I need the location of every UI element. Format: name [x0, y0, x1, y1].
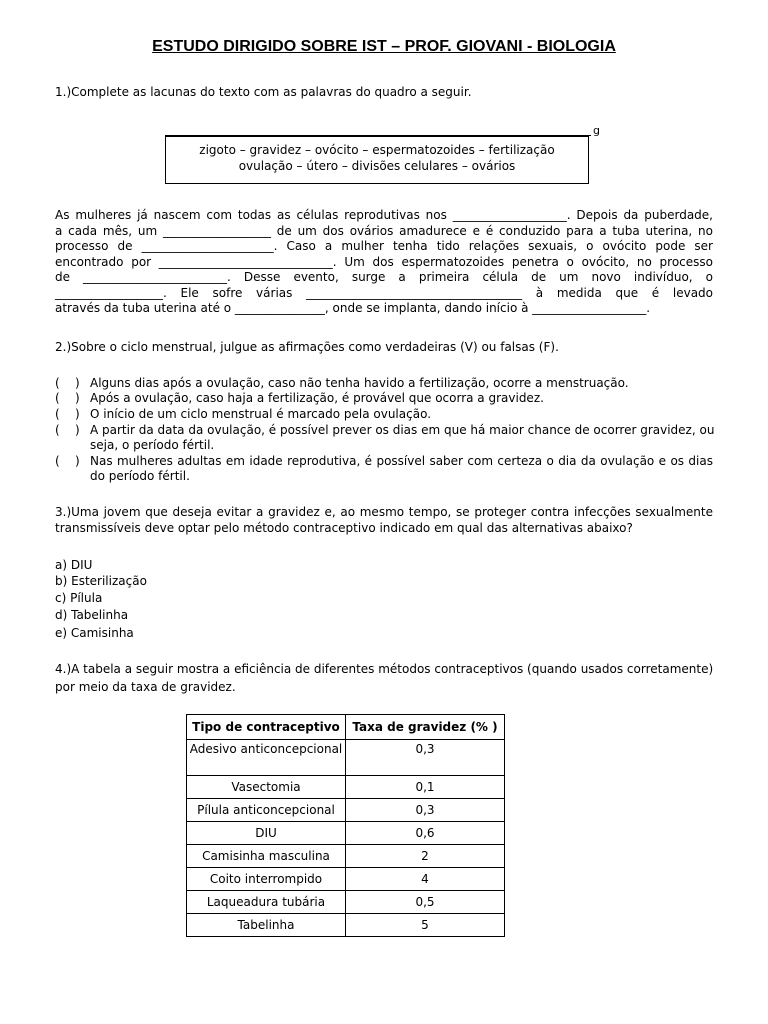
- header-method: Tipo de contraceptivo: [187, 715, 346, 740]
- q3-option-d[interactable]: d) Tabelinha: [55, 608, 129, 622]
- vf-statement: Nas mulheres adultas em idade reprodutiva, é possível saber com certeza o dia da ovulação e os dias: [90, 454, 713, 468]
- table-row: [187, 799, 505, 822]
- cell-method: DIU: [187, 822, 346, 845]
- vf-answer-box[interactable]: ( ): [55, 423, 80, 437]
- vf-statement-cont: do período fértil.: [90, 469, 190, 483]
- table-row: [187, 891, 505, 914]
- cell-method: Pílula anticoncepcional: [187, 799, 346, 822]
- q1-text-line: __________________. Ele sofre várias ____________________________________ à medida que é levado: [55, 286, 713, 300]
- vf-statement: A partir da data da ovulação, é possível prever os dias em que há maior chance de ocorrer gravidez, ou: [90, 423, 715, 437]
- vf-answer-box[interactable]: ( ): [55, 407, 80, 421]
- table-row: [187, 776, 505, 799]
- cell-rate: 0,3: [346, 740, 505, 776]
- cell-rate: 5: [346, 914, 505, 937]
- vf-answer-box[interactable]: ( ): [55, 376, 80, 390]
- word-bank-line-1: zigoto – gravidez – ovócito – espermatozoides – fertilização: [199, 143, 555, 157]
- q1-text-line: de ________________________. Desse evento, surge a primeira célula de um novo indivíduo, o: [55, 270, 713, 284]
- table-row: [187, 845, 505, 868]
- cell-rate: 0,6: [346, 822, 505, 845]
- q1-text-line: através da tuba uterina até o _______________, onde se implanta, dando início à ___________________.: [55, 301, 651, 315]
- header-rate: Taxa de gravidez (% ): [346, 715, 505, 740]
- vf-statement: Alguns dias após a ovulação, caso não tenha havido a fertilização, ocorre a menstruação.: [90, 376, 629, 390]
- q1-text-line: a cada mês, um __________________ de um dos ovários amadurece e é conduzido para a tuba uterina, no: [55, 224, 713, 238]
- page-title: ESTUDO DIRIGIDO SOBRE IST – PROF. GIOVANI - BIOLOGIA: [152, 38, 616, 55]
- cell-rate: 0,1: [346, 776, 505, 799]
- q3-option-a[interactable]: a) DIU: [55, 558, 93, 572]
- table-header-row: [187, 715, 505, 740]
- cell-rate: 2: [346, 845, 505, 868]
- cell-rate: 4: [346, 868, 505, 891]
- box-mark: g: [593, 124, 600, 137]
- word-bank-line-2: ovulação – útero – divisões celulares – ovários: [238, 159, 516, 173]
- vf-statement: O início de um ciclo menstrual é marcado pela ovulação.: [90, 407, 432, 421]
- cell-rate: 0,3: [346, 799, 505, 822]
- table-row: [187, 914, 505, 937]
- cell-method: Vasectomia: [187, 776, 346, 799]
- q4-prompt: 4.)A tabela a seguir mostra a eficiência de diferentes métodos contraceptivos (quando usados corretamente): [55, 662, 714, 676]
- q1-text-line: encontrado por _____________________________. Um dos espermatozoides penetra o ovócito, no processo: [55, 255, 713, 269]
- vf-statement-cont: seja, o período fértil.: [90, 438, 215, 452]
- table-row: [187, 822, 505, 845]
- q4-prompt-cont: por meio da taxa de gravidez.: [55, 680, 236, 694]
- q3-option-c[interactable]: c) Pílula: [55, 591, 103, 605]
- q1-text-line: processo de ______________________. Caso a mulher tenha tido relações sexuais, o ovócito pode ser: [55, 239, 713, 253]
- q3-option-b[interactable]: b) Esterilização: [55, 574, 147, 588]
- word-bank-box: [165, 136, 589, 184]
- cell-method: Coito interrompido: [187, 868, 346, 891]
- cell-rate: 0,5: [346, 891, 505, 914]
- q3-prompt: 3.)Uma jovem que deseja evitar a gravidez e, ao mesmo tempo, se proteger contra infecções sexualmente: [55, 505, 713, 519]
- table-row: [187, 868, 505, 891]
- contraceptive-table: [186, 714, 505, 937]
- vf-statement: Após a ovulação, caso haja a fertilização, é provável que ocorra a gravidez.: [90, 391, 544, 405]
- q1-prompt: 1.)Complete as lacunas do texto com as palavras do quadro a seguir.: [55, 85, 472, 99]
- cell-method: Camisinha masculina: [187, 845, 346, 868]
- cell-method: Laqueadura tubária: [187, 891, 346, 914]
- cell-method: Tabelinha: [187, 914, 346, 937]
- cell-method: Adesivo anticoncepcional: [187, 740, 346, 776]
- q1-text-line: As mulheres já nascem com todas as células reprodutivas nos ___________________. Depois da puberdade,: [55, 208, 713, 222]
- vf-answer-box[interactable]: ( ): [55, 454, 80, 468]
- table-row: [187, 740, 505, 776]
- q2-prompt: 2.)Sobre o ciclo menstrual, julgue as afirmações como verdadeiras (V) ou falsas (F).: [55, 340, 559, 354]
- q3-prompt-cont: transmissíveis deve optar pelo método contraceptivo indicado em qual das alternativas abaixo?: [55, 521, 633, 535]
- vf-answer-box[interactable]: ( ): [55, 391, 80, 405]
- q3-option-e[interactable]: e) Camisinha: [55, 626, 134, 640]
